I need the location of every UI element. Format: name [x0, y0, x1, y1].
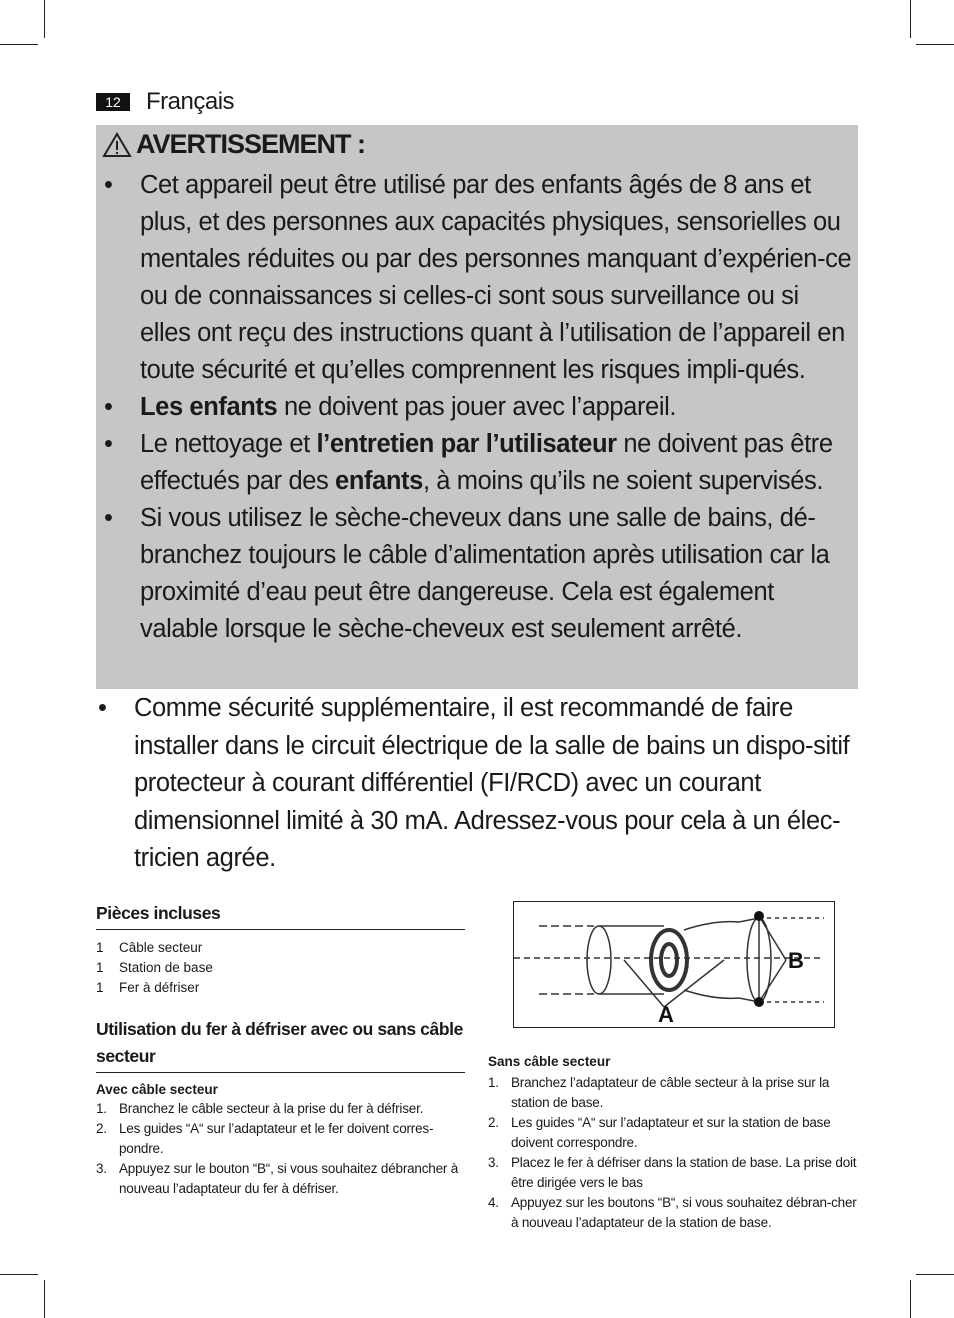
parts-list [96, 938, 465, 998]
list-item: 2. Les guides “A“ sur l’adaptateur et sur la station de base doivent correspondre. [488, 1115, 831, 1150]
text: , à moins qu’ils ne soient supervisés. [422, 467, 824, 495]
warning-box [96, 125, 858, 689]
crop-mark [44, 1280, 45, 1318]
text: ne doivent pas jouer avec l’appareil. [277, 393, 677, 421]
list-item: 2. Les guides “A“ sur l’adaptateur et le fer doivent corres-pondre. [96, 1121, 434, 1156]
crop-mark [44, 0, 45, 38]
warning-title: AVERTISSEMENT : [136, 129, 366, 159]
adapter-diagram [513, 901, 835, 1028]
bold-text: Les enfants [140, 393, 278, 421]
warning-item: • Cet appareil peut être utilisé par des enfants âgés de 8 ans et plus, et des personnes aux capacités physiques, sensorielles ou mentales réduites ou par des personnes manquant d’expérien-ce ou de connaissances si celles-ci sont sous surveillance ou si elles ont reçu des instructions quant à l’utilisation de l’appareil en toute sécurité et qu’elles comprennent les risques impli-qués. [104, 171, 852, 384]
crop-mark [0, 1274, 38, 1275]
language-title: Français [146, 88, 235, 115]
text: Le nettoyage et [140, 430, 317, 458]
bold-text: l’entretien par l’utilisateur [316, 430, 617, 458]
with-cable-steps [96, 1099, 465, 1199]
safety-text: Comme sécurité supplémentaire, il est recommandé de faire installer dans le circuit électrique de la salle de bains un dispo-sitif protecteur à courant différentiel (FI/RCD) avec un courant dimensionnel limité à 30 mA. Adressez-vous pour cela à un élec-tricien agrée. [134, 694, 850, 872]
warning-triangle-icon [102, 132, 132, 158]
warning-item: • Si vous utilisez le sèche-cheveux dans une salle de bains, dé-branchez toujours le câble d’alimentation après utilisation car la proximité d’eau peut être dangereuse. Cela est également valable lorsque le sèche-cheveux est seulement arrêté. [104, 504, 830, 643]
crop-mark [910, 1280, 911, 1318]
text: Cet appareil peut être utilisé par des enfants âgés de 8 ans et plus, et des personnes aux capacités physiques, sensorielles ou mentales réduites ou par des personnes manquant d’expérien-ce ou de connaissances si celles-ci sont sous surveillance ou si elles ont reçu des instructions quant à l’utilisation de l’appareil en toute sécurité et qu’elles comprennent les risques impli-qués. [140, 171, 852, 384]
text: Si vous utilisez le sèche-cheveux dans une salle de bains, dé-branchez toujours le câble d’alimentation après utilisation car la proximité d’eau peut être dangereuse. Cela est également valable lorsque le sèche-cheveux est seulement arrêté. [140, 504, 830, 643]
left-column [96, 900, 465, 1199]
adapter-illustration [514, 902, 834, 1027]
list-item: 4. Appuyez sur les boutons “B“, si vous souhaitez débran-cher à nouveau l’adaptateur de la station de base. [488, 1195, 857, 1230]
list-item: 1 Fer à défriser [96, 980, 200, 995]
warning-item: • Le nettoyage et l’entretien par l’utilisateur ne doivent pas être effectués par des enfants, à moins qu’ils ne soient supervisés. [104, 430, 833, 495]
crop-mark [916, 1274, 954, 1275]
label-b: B [788, 948, 804, 973]
label-a: A [658, 1002, 674, 1027]
crop-mark [910, 0, 911, 38]
crop-mark [916, 44, 954, 45]
warning-list [96, 167, 858, 648]
with-cable-heading: Avec câble secteur [96, 1082, 218, 1097]
list-item: 1. Branchez l’adaptateur de câble secteur à la prise sur la station de base. [488, 1075, 830, 1110]
crop-mark [0, 44, 38, 45]
list-item: 1 Câble secteur [96, 940, 203, 955]
warning-item: • Les enfants ne doivent pas jouer avec l’appareil. [104, 393, 677, 421]
list-item: 1 Station de base [96, 960, 213, 975]
list-item: 3. Placez le fer à défriser dans la station de base. La prise doit être dirigée vers le bas [488, 1155, 857, 1190]
list-item: 3. Appuyez sur le bouton “B“, si vous souhaitez débrancher à nouveau l’adaptateur du fer à défriser. [96, 1161, 459, 1196]
without-cable-heading: Sans câble secteur [488, 1054, 611, 1069]
text: ne doivent pas être effectués par des [140, 430, 833, 495]
list-item: 1. Branchez le câble secteur à la prise du fer à défriser. [96, 1101, 424, 1116]
bold-text: enfants [335, 467, 423, 495]
warning-heading [102, 129, 365, 160]
right-column [488, 1053, 858, 1233]
page-number: 12 [96, 93, 130, 111]
usage-heading: Utilisation du fer à défriser avec ou sans câble secteur [96, 1016, 465, 1073]
parts-heading: Pièces incluses [96, 900, 465, 930]
page-header [96, 88, 234, 116]
without-cable-steps [488, 1073, 858, 1233]
list-item: • Comme sécurité supplémentaire, il est recommandé de faire installer dans le circuit électrique de la salle de bains un dispo-sitif protecteur à courant différentiel (FI/RCD) avec un courant dimensionnel limité à 30 mA. Adressez-vous pour cela à un élec-tricien agrée. [98, 694, 850, 872]
safety-list [96, 690, 866, 878]
